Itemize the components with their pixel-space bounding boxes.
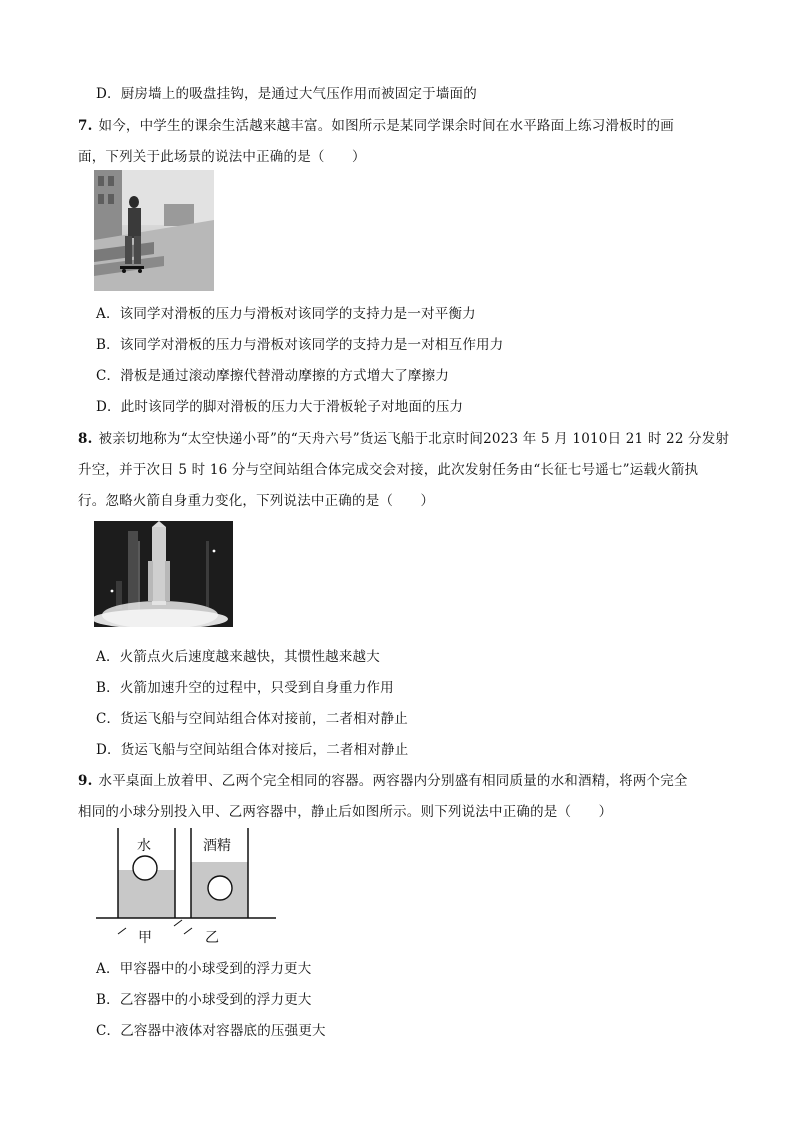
q6-option-d: D．厨房墙上的吸盘挂钩，是通过大气压作用而被固定于墙面的 bbox=[96, 86, 477, 102]
beaker-diagram bbox=[96, 828, 276, 948]
q8-stem-line3: 行。忽略火箭自身重力变化，下列说法中正确的是（ ） bbox=[78, 493, 435, 509]
q9-stem-line2: 相同的小球分别投入甲、乙两容器中，静止后如图所示。则下列说法中正确的是（ ） bbox=[78, 804, 613, 820]
q8-number: 8. bbox=[78, 431, 93, 447]
container-a-label: 甲 bbox=[138, 930, 152, 946]
skateboard-scene-illustration bbox=[94, 170, 214, 291]
q8-option-a: A．火箭点火后速度越来越快，其惯性越来越大 bbox=[96, 649, 380, 665]
q9-stem-line1 bbox=[78, 769, 688, 789]
rocket-launch-photo bbox=[94, 521, 233, 627]
q7-stem-line1 bbox=[78, 114, 674, 134]
ball-left bbox=[133, 856, 157, 880]
ball-right bbox=[208, 876, 232, 900]
q8-stem-line2: 升空，并于次日 5 时 16 分与空间站组合体完成交会对接，此次发射任务由“长征七号遥七”运载火箭执 bbox=[78, 462, 699, 478]
q8-option-c: C．货运飞船与空间站组合体对接前，二者相对静止 bbox=[96, 711, 408, 727]
q9-stem-text: 水平桌面上放着甲、乙两个完全相同的容器。两容器内分别盛有相同质量的水和酒精，将两个完全 bbox=[98, 773, 688, 789]
water-label: 水 bbox=[137, 838, 151, 854]
rocket-launch-illustration bbox=[94, 521, 233, 627]
q9-option-b: B．乙容器中的小球受到的浮力更大 bbox=[96, 992, 312, 1008]
q9-option-a: A．甲容器中的小球受到的浮力更大 bbox=[96, 961, 312, 977]
q8-stem-text: 被亲切地称为“太空快递小哥”的“天舟六号”货运飞船于北京时间2023 年 5 月 1010日 21 时 22 分发射 bbox=[98, 431, 730, 447]
q7-stem-line2: 面，下列关于此场景的说法中正确的是（ ） bbox=[78, 149, 366, 165]
alcohol-label: 酒精 bbox=[203, 838, 231, 854]
q7-option-d: D．此时该同学的脚对滑板的压力大于滑板轮子对地面的压力 bbox=[96, 399, 464, 415]
q9-option-c: C．乙容器中液体对容器底的压强更大 bbox=[96, 1023, 326, 1039]
q7-option-b: B．该同学对滑板的压力与滑板对该同学的支持力是一对相互作用力 bbox=[96, 337, 504, 353]
q7-stem-text: 如今，中学生的课余生活越来越丰富。如图所示是某同学课余时间在水平路面上练习滑板时的画 bbox=[98, 118, 674, 134]
beaker-diagram-svg bbox=[96, 828, 276, 948]
q8-stem-line1 bbox=[78, 427, 729, 447]
q8-option-d: D．货运飞船与空间站组合体对接后，二者相对静止 bbox=[96, 742, 409, 758]
skateboard-photo bbox=[94, 170, 214, 291]
q9-number: 9. bbox=[78, 773, 93, 789]
q8-option-b: B．火箭加速升空的过程中，只受到自身重力作用 bbox=[96, 680, 394, 696]
q7-number: 7. bbox=[78, 118, 93, 134]
q7-option-a: A．该同学对滑板的压力与滑板对该同学的支持力是一对平衡力 bbox=[96, 306, 476, 322]
q7-option-c: C．滑板是通过滚动摩擦代替滑动摩擦的方式增大了摩擦力 bbox=[96, 368, 450, 384]
container-b-label: 乙 bbox=[205, 930, 219, 946]
